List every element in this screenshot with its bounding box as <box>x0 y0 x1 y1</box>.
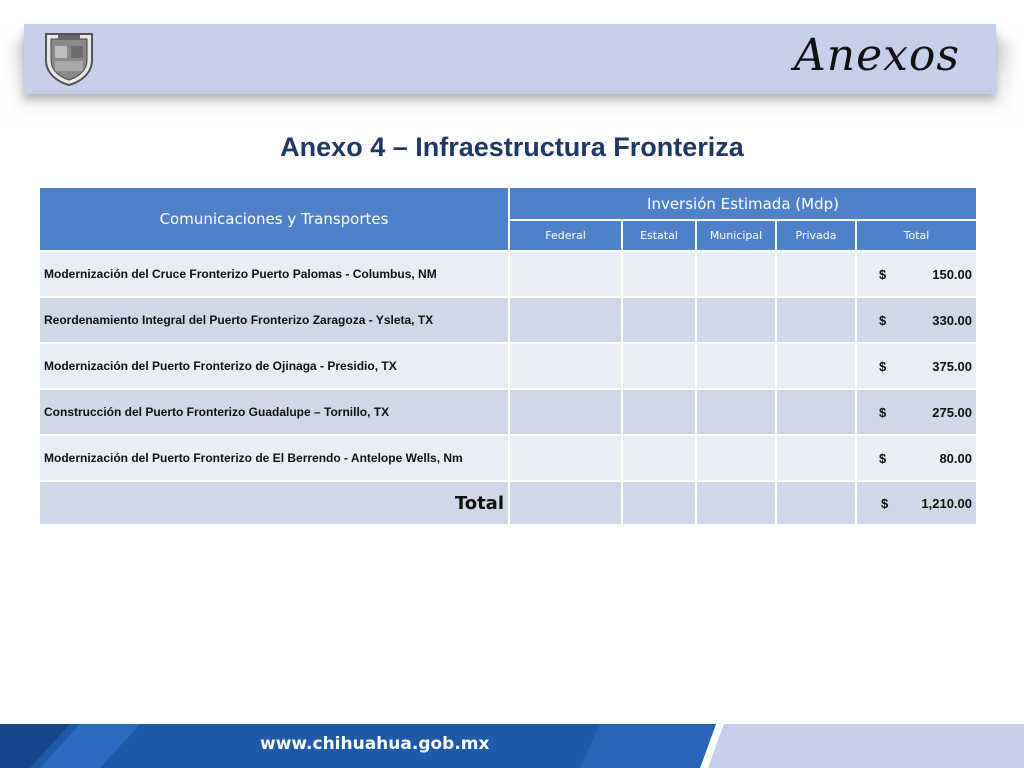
privada-cell <box>776 435 856 481</box>
project-name: Reordenamiento Integral del Puerto Fronterizo Zaragoza - Ysleta, TX <box>39 297 509 343</box>
header-investment: Inversión Estimada (Mdp) <box>509 187 977 220</box>
municipal-cell <box>696 251 776 297</box>
table-row <box>39 343 977 389</box>
total-value: 275.00 <box>932 404 972 420</box>
slide-title: Anexo 4 – Infraestructura Fronteriza <box>280 132 744 162</box>
grand-total-cell <box>856 481 977 525</box>
estatal-cell <box>622 481 696 525</box>
subheader-municipal: Municipal <box>696 220 776 251</box>
project-name: Construcción del Puerto Fronterizo Guadalupe – Tornillo, TX <box>39 389 509 435</box>
table-row <box>39 251 977 297</box>
estatal-cell <box>622 251 696 297</box>
federal-cell <box>509 389 622 435</box>
total-cell <box>856 297 977 343</box>
currency-symbol: $ <box>879 358 887 374</box>
total-value: 150.00 <box>932 266 972 282</box>
currency-symbol: $ <box>879 266 887 282</box>
url-domain: chihuahua <box>312 734 412 754</box>
slide-header <box>24 24 996 94</box>
total-cell <box>856 251 977 297</box>
total-value: 375.00 <box>932 358 972 374</box>
table-row <box>39 435 977 481</box>
investment-table <box>38 186 978 526</box>
total-cell <box>856 435 977 481</box>
municipal-cell <box>696 435 776 481</box>
federal-cell <box>509 343 622 389</box>
privada-cell <box>776 343 856 389</box>
subheader-privada: Privada <box>776 220 856 251</box>
estatal-cell <box>622 389 696 435</box>
privada-cell <box>776 481 856 525</box>
total-label: Total <box>39 481 509 525</box>
municipal-cell <box>696 343 776 389</box>
footer-banner <box>0 724 1024 768</box>
table-total-row <box>39 481 977 525</box>
table-row <box>39 389 977 435</box>
estatal-cell <box>622 297 696 343</box>
total-cell <box>856 389 977 435</box>
federal-cell <box>509 251 622 297</box>
total-value: 330.00 <box>932 312 972 328</box>
currency-symbol: $ <box>881 495 889 511</box>
federal-cell <box>509 435 622 481</box>
municipal-cell <box>696 481 776 525</box>
subheader-federal: Federal <box>509 220 622 251</box>
currency-symbol: $ <box>879 450 887 466</box>
state-seal-icon <box>42 30 96 86</box>
subheader-total: Total <box>856 220 977 251</box>
project-name: Modernización del Puerto Fronterizo de El Berrendo - Antelope Wells, Nm <box>39 435 509 481</box>
header-communications: Comunicaciones y Transportes <box>39 187 509 251</box>
total-value: 80.00 <box>939 450 972 466</box>
privada-cell <box>776 389 856 435</box>
currency-symbol: $ <box>879 404 887 420</box>
privada-cell <box>776 297 856 343</box>
estatal-cell <box>622 343 696 389</box>
estatal-cell <box>622 435 696 481</box>
total-cell <box>856 343 977 389</box>
municipal-cell <box>696 389 776 435</box>
privada-cell <box>776 251 856 297</box>
table-row <box>39 297 977 343</box>
municipal-cell <box>696 297 776 343</box>
grand-total-value: 1,210.00 <box>921 495 972 511</box>
subheader-estatal: Estatal <box>622 220 696 251</box>
url-prefix: www. <box>260 734 313 754</box>
project-name: Modernización del Cruce Fronterizo Puerto Palomas - Columbus, NM <box>39 251 509 297</box>
url-suffix: .gob.mx <box>411 734 490 754</box>
currency-symbol: $ <box>879 312 887 328</box>
footer-url <box>260 734 490 754</box>
federal-cell <box>509 481 622 525</box>
federal-cell <box>509 297 622 343</box>
project-name: Modernización del Puerto Fronterizo de Ojinaga - Presidio, TX <box>39 343 509 389</box>
header-title: Anexos <box>793 30 960 81</box>
